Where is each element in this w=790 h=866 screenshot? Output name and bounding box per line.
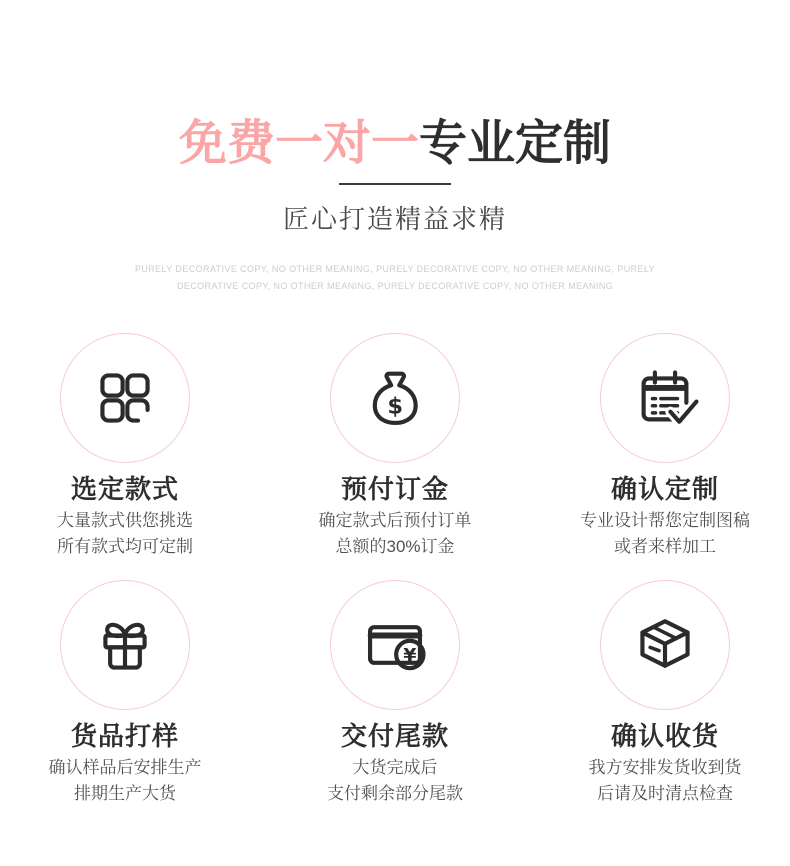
page-title-highlight: 免费一对一: [178, 117, 419, 170]
grid-icon: [87, 360, 163, 436]
calendar-check-icon: [627, 360, 703, 436]
step-pay-balance: [270, 580, 520, 807]
title-divider: [339, 183, 451, 185]
step-desc-line2: 所有款式均可定制: [57, 537, 193, 556]
step-title: 选定款式: [70, 474, 179, 504]
svg-text:¥: ¥: [403, 644, 417, 667]
package-box-icon: [627, 607, 703, 683]
page-title: [0, 0, 790, 170]
step-desc-line1: 大货完成后: [352, 758, 438, 777]
step-product-sampling: [0, 580, 250, 807]
step-confirm-receipt: [540, 580, 790, 807]
step-description: [0, 755, 250, 807]
step-desc-line1: 确定款式后预付订单: [318, 511, 472, 530]
step-desc-line2: 后请及时清点检查: [597, 784, 733, 803]
step-select-style: [0, 333, 250, 560]
card-pay-icon: [357, 607, 433, 683]
step-desc-line2: 支付剩余部分尾款: [327, 784, 463, 803]
step-prepay-deposit: [270, 333, 520, 560]
step-desc-line1: 大量款式供您挑选: [57, 511, 193, 530]
svg-text:$: $: [387, 393, 404, 420]
step-desc-line1: 确认样品后安排生产: [48, 758, 202, 777]
step-confirm-customization: [540, 333, 790, 560]
step-circle: [60, 333, 190, 463]
step-circle: [60, 580, 190, 710]
step-desc-line1: 我方安排发货收到货: [588, 758, 742, 777]
step-description: [270, 755, 520, 807]
page-subtitle: 匠心打造精益求精: [282, 204, 507, 234]
step-circle: [600, 580, 730, 710]
decorative-copy: PURELY DECORATIVE COPY, NO OTHER MEANING, PURELY DECORATIVE COPY, NO OTHER MEANING, PURELY DECORATIVE COPY, NO OTHER MEANING, PURELY DECORATIVE COPY, NO OTHER MEANING: [134, 264, 656, 291]
step-desc-line2: 排期生产大货: [74, 784, 176, 803]
step-desc-line2: 或者来样加工: [614, 537, 716, 556]
process-steps-grid: [0, 333, 790, 807]
moneybag-icon: [357, 360, 433, 436]
step-description: [270, 508, 520, 560]
step-desc-line2: 总额的30%订金: [335, 537, 455, 556]
step-description: [0, 508, 250, 560]
step-circle: [330, 580, 460, 710]
step-circle: [330, 333, 460, 463]
step-desc-line1: 专业设计帮您定制图稿: [580, 511, 750, 530]
step-title: 交付尾款: [340, 721, 449, 751]
step-description: [540, 508, 790, 560]
step-title: 货品打样: [70, 721, 179, 751]
step-title: 确认收货: [610, 721, 719, 751]
gift-icon: [87, 607, 163, 683]
step-description: [540, 755, 790, 807]
step-title: 确认定制: [610, 474, 719, 504]
step-circle: [600, 333, 730, 463]
step-title: 预付订金: [340, 474, 449, 504]
page-title-rest: 专业定制: [419, 117, 612, 170]
